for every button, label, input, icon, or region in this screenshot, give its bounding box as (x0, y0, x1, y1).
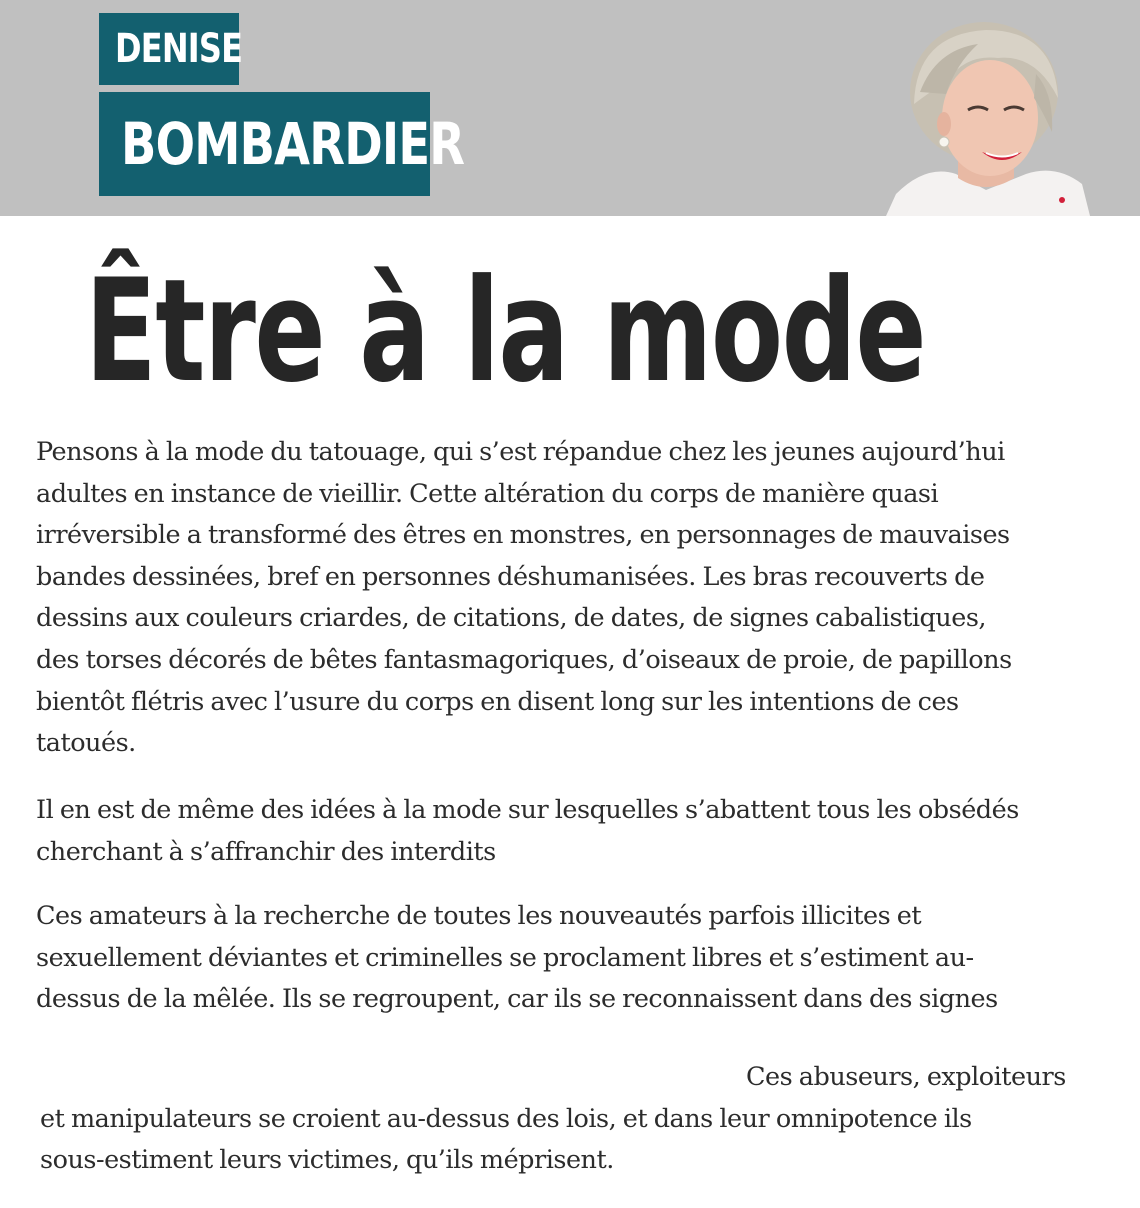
paragraph-line: bientôt flétris avec l’usure du corps en disent long sur les intentions de ces (36, 686, 959, 717)
paragraph-line: sexuellement déviantes et criminelles se proclament libres et s’estiment au- (36, 942, 974, 973)
article-paragraph-4 (40, 1057, 1130, 1182)
paragraph-line: des torses décorés de bêtes fantasmagoriques, d’oiseaux de proie, de papillons (36, 644, 1012, 675)
paragraph-line: irréversible a transformé des êtres en monstres, en personnages de mauvaises (36, 520, 1010, 551)
author-portrait (886, 14, 1090, 216)
paragraph-line: Ces amateurs à la recherche de toutes les nouveautés parfois illicites et (36, 901, 922, 931)
paragraph-line: dessus de la mêlée. Ils se regroupent, car ils se reconnaissent dans des signes (36, 984, 998, 1015)
author-header-band (0, 0, 1140, 216)
paragraph-line: cherchant à s’affranchir des interdits (36, 836, 496, 867)
paragraph-line: dessins aux couleurs criardes, de citations, de dates, de signes cabalistiques, (36, 603, 987, 634)
paragraph-line: Ces abuseurs, exploiteurs (746, 1062, 1066, 1092)
author-last-name: BOMBARDIER (121, 110, 465, 178)
paragraph-line: bandes dessinées, bref en personnes déshumanisées. Les bras recouverts de (36, 561, 985, 592)
author-last-name-box (99, 92, 465, 196)
author-first-name-box (99, 13, 243, 85)
paragraph-line: et manipulateurs se croient au-dessus des lois, et dans leur omnipotence ils (40, 1103, 972, 1134)
article-paragraph-1 (36, 432, 1126, 765)
article-title: Être à la mode (85, 249, 926, 414)
article-paragraph-3 (36, 896, 1126, 1021)
paragraph-line: adultes en instance de vieillir. Cette altération du corps de manière quasi (36, 478, 939, 509)
article-paragraph-2 (36, 790, 1126, 873)
author-first-name: DENISE (115, 26, 243, 72)
paragraph-line: Pensons à la mode du tatouage, qui s’est répandue chez les jeunes aujourd’hui (36, 437, 1005, 467)
paragraph-line: tatoués. (36, 728, 136, 759)
paragraph-line: Il en est de même des idées à la mode sur lesquelles s’abattent tous les obsédés (36, 795, 1019, 825)
paragraph-line: sous-estiment leurs victimes, qu’ils méprisent. (40, 1145, 614, 1176)
